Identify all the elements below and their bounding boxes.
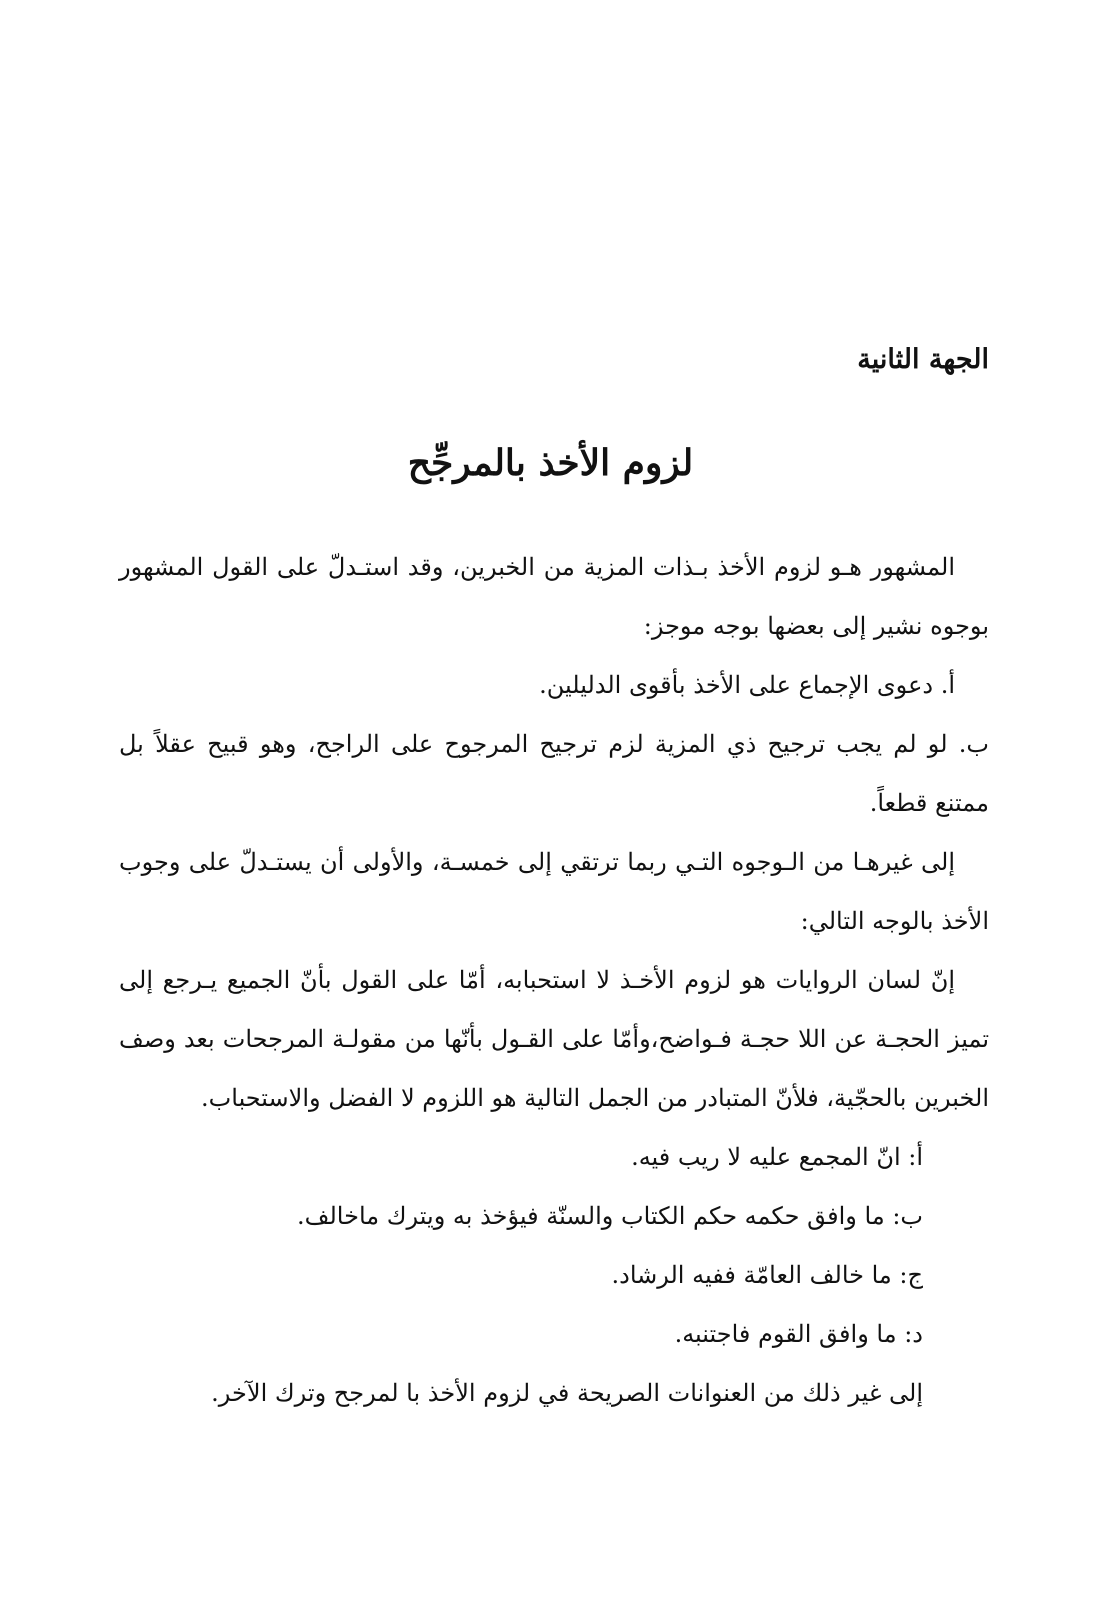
quote-item: د: ما وافق القوم فاجتنبه.	[674, 1320, 923, 1348]
quote-item: ب: ما وافق حكمه حكم الكتاب والسنّة فيؤخذ به ويترك ماخالف.	[297, 1202, 923, 1230]
section-label: الجهة الثانية	[857, 344, 989, 375]
chapter-title: لزوم الأخذ بالمرجِّح	[407, 442, 694, 484]
closing-paragraph: إلى غير ذلك من العنوانات الصريحة في لزوم الأخذ با لمرجح وترك الآخر.	[211, 1379, 923, 1407]
reason-item: ب. لو لم يجب ترجيح ذي المزية لزم ترجيح المرجوح على الراجح، وهو قبيح عقلاً بل ممتنع قطعاً.	[119, 730, 989, 817]
body-text	[119, 538, 989, 1423]
quote-item: ج: ما خالف العامّة ففيه الرشاد.	[611, 1261, 923, 1289]
transition-paragraph: إلى غيرهـا من الـوجوه التـي ربما ترتقي إلى خمسـة، والأولى أن يستـدلّ على وجوب الأخذ بالوجه التالي:	[119, 848, 989, 935]
reason-item: أ. دعوى الإجماع على الأخذ بأقوى الدليلين.	[539, 671, 955, 699]
intro-paragraph: المشهور هـو لزوم الأخذ بـذات المزية من الخبرين، وقد استـدلّ على القول المشهور بوجوه نشير إلى بعضها بوجه موجز:	[119, 553, 989, 640]
main-argument-paragraph: إنّ لسان الروايات هو لزوم الأخـذ لا استحبابه، أمّا على القول بأنّ الجميع يـرجع إلى تميز الحجـة عن اللا حجـة فـواضح،وأمّا على القـول بأنّها من مقولـة المرجحات بعد وصف الخبرين بالحجّية، فلأنّ المتبادر من الجمل التالية هو اللزوم لا الفضل والاستحباب.	[119, 966, 989, 1112]
quote-item: أ: انّ المجمع عليه لا ريب فيه.	[631, 1143, 923, 1171]
